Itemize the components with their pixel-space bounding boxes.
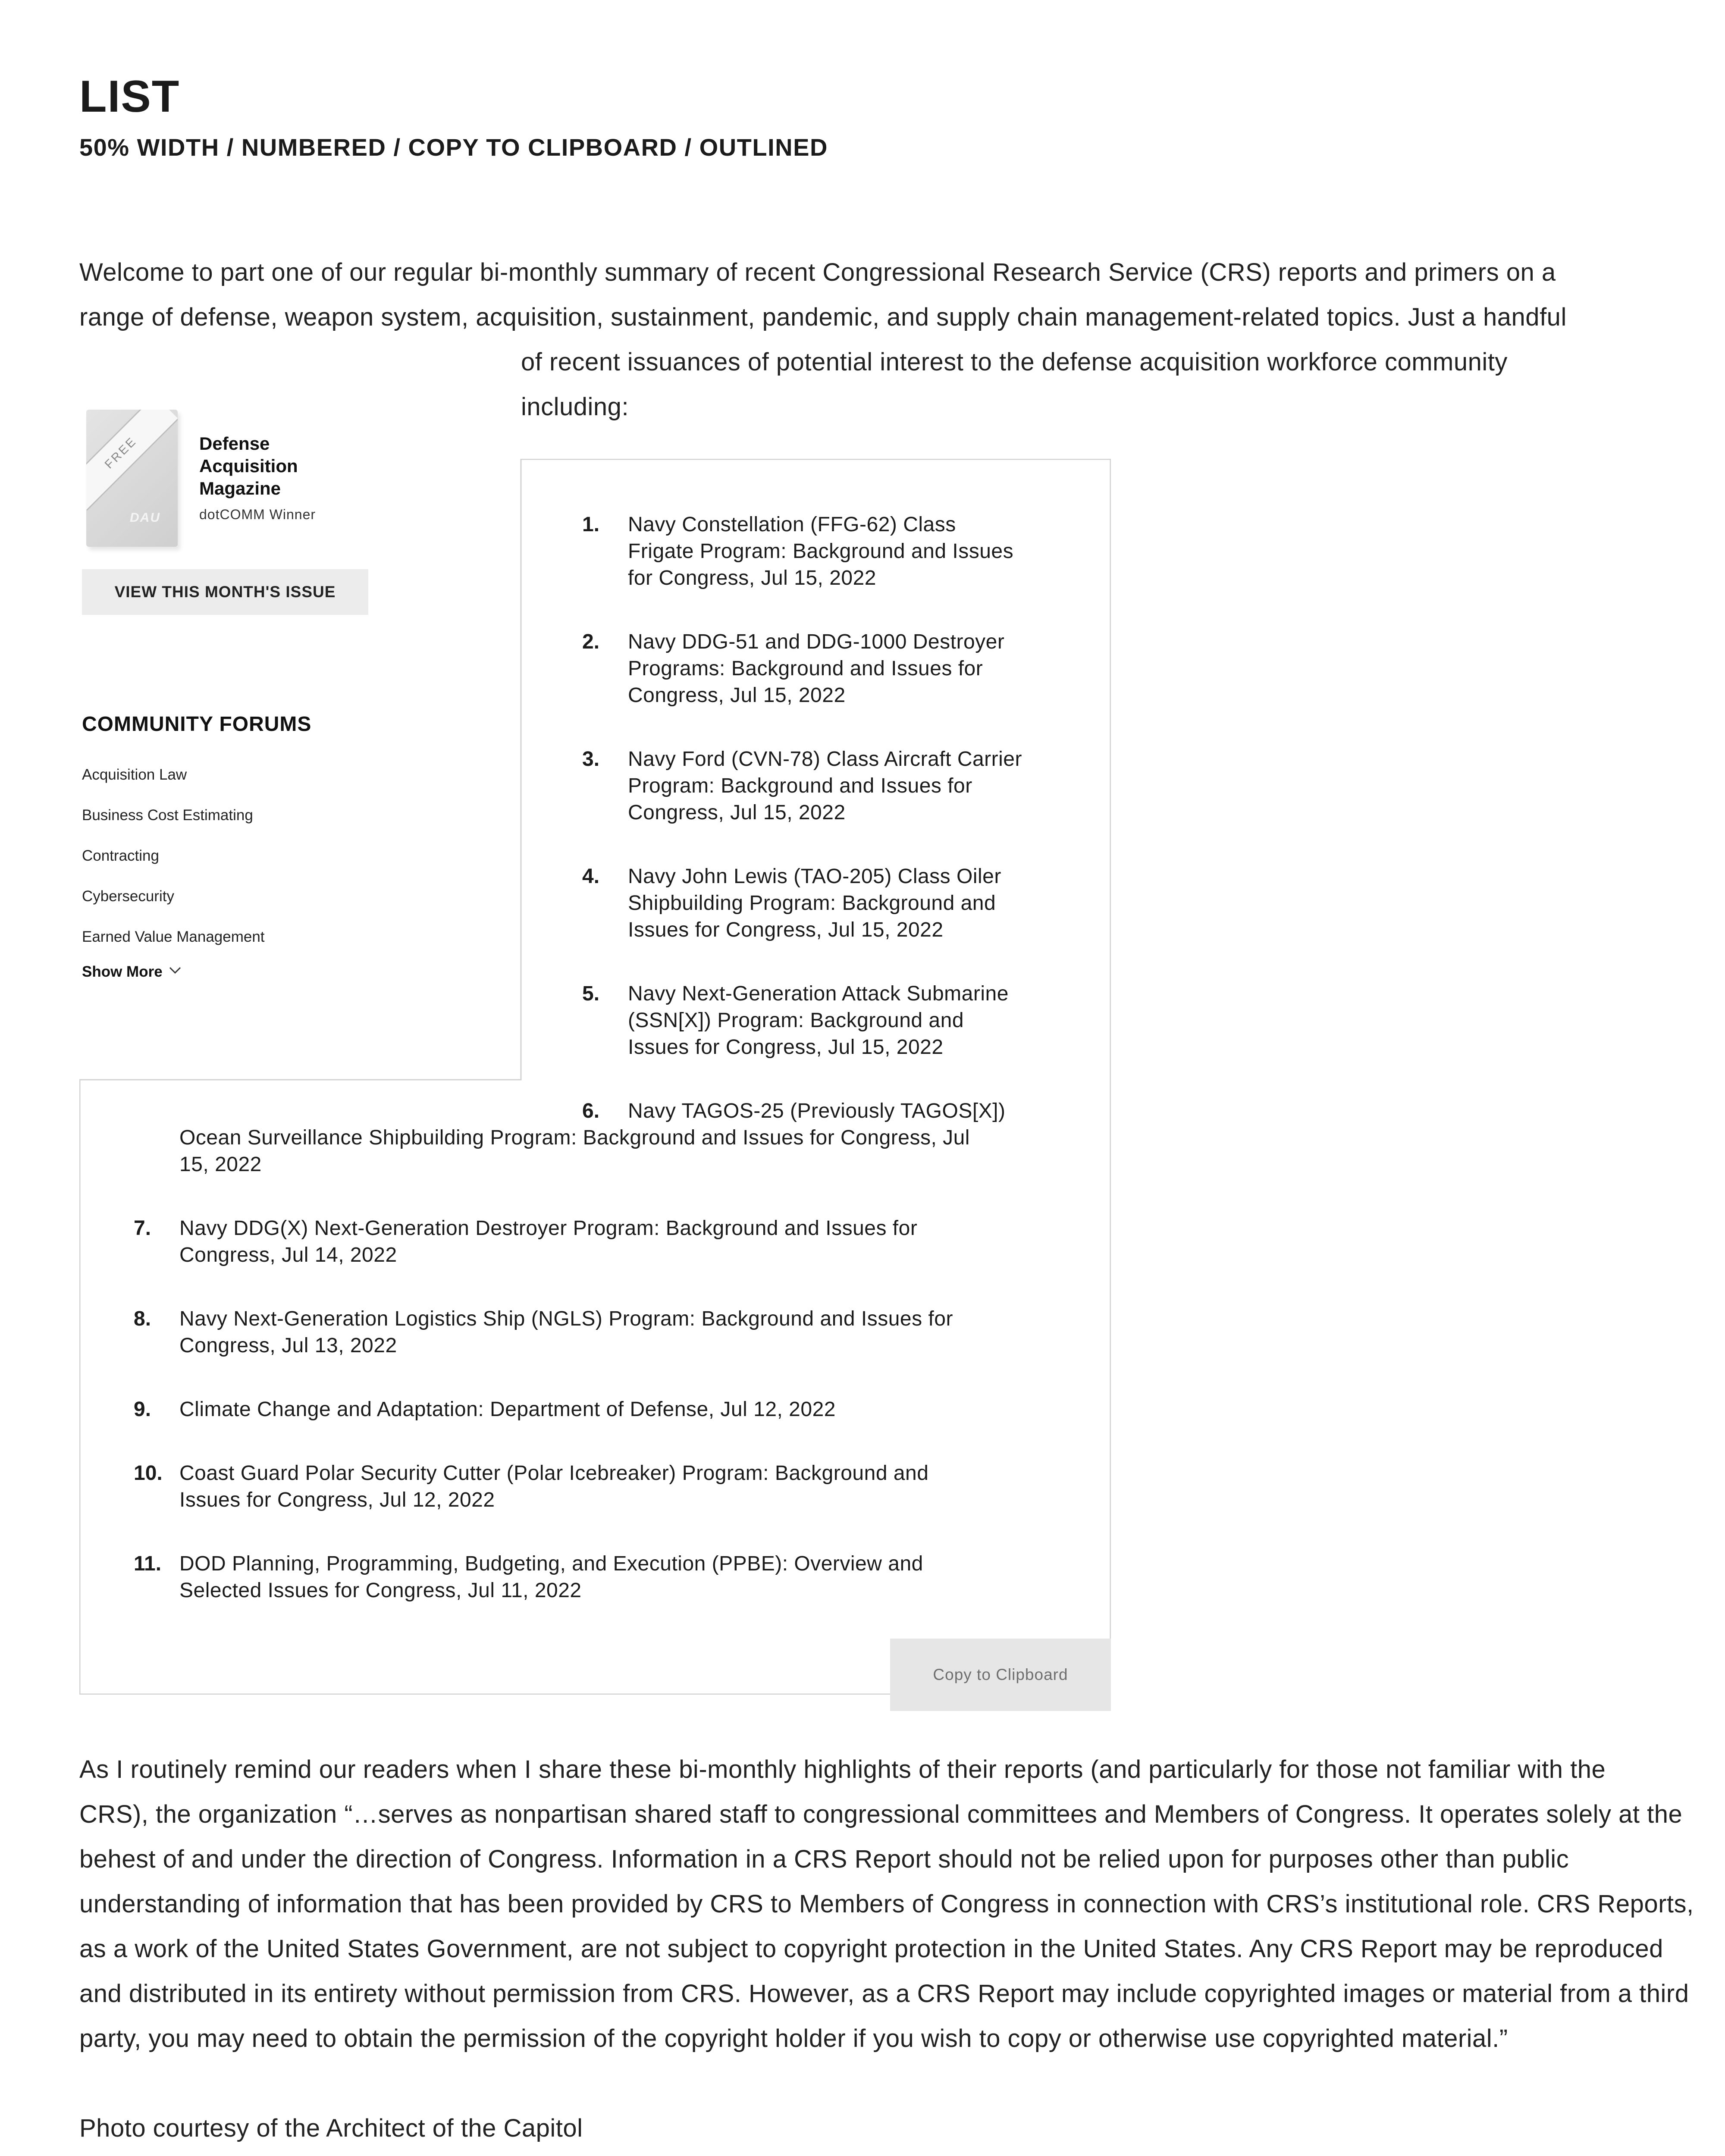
list-item-line: Ocean Surveillance Shipbuilding Program: Background and Issues for Congress, Jul: [179, 1126, 970, 1149]
list-item-line: Congress, Jul 15, 2022: [628, 801, 846, 824]
list-item-number: 9.: [134, 1398, 151, 1421]
list-item-line: Navy Next-Generation Attack Submarine: [628, 982, 1009, 1005]
list-item-line: Issues for Congress, Jul 12, 2022: [179, 1489, 495, 1511]
intro-line: including:: [521, 393, 629, 421]
forum-link-cybersecurity[interactable]: Cybersecurity: [82, 888, 174, 905]
list-item-number: 3.: [582, 748, 600, 771]
outro-line: party, you may need to obtain the permission of the copyright holder if you wish to copy or otherwise use copyrighted material.”: [79, 2024, 1508, 2053]
list-item-line: Navy DDG-51 and DDG-1000 Destroyer: [628, 630, 1005, 653]
list-item-line: Navy DDG(X) Next-Generation Destroyer Program: Background and Issues for: [179, 1217, 918, 1240]
intro-line: Welcome to part one of our regular bi-monthly summary of recent Congressional Research Service (CRS) reports and primers on a: [79, 258, 1556, 286]
community-forums-heading: COMMUNITY FORUMS: [82, 713, 312, 736]
list-item-number: 8.: [134, 1307, 151, 1330]
list-item-line: for Congress, Jul 15, 2022: [628, 567, 876, 589]
list-item-line: Navy TAGOS-25 (Previously TAGOS[X]): [628, 1100, 1006, 1122]
page-title: LIST: [79, 72, 180, 122]
list-item-line: Frigate Program: Background and Issues: [628, 540, 1014, 563]
intro-line: of recent issuances of potential interest to the defense acquisition workforce community: [521, 348, 1508, 376]
list-item-line: Programs: Background and Issues for: [628, 657, 983, 680]
outro-line: As I routinely remind our readers when I share these bi-monthly highlights of their reports (and particularly for those not familiar with the: [79, 1755, 1606, 1783]
outro-line: as a work of the United States Government, are not subject to copyright protection in the United States. Any CRS Report may be reproduced: [79, 1935, 1663, 1963]
list-item-line: (SSN[X]) Program: Background and: [628, 1009, 964, 1032]
list-item-line: Climate Change and Adaptation: Department of Defense, Jul 12, 2022: [179, 1398, 836, 1421]
forum-link-acquisition-law[interactable]: Acquisition Law: [82, 766, 187, 783]
list-item-number: 6.: [582, 1100, 600, 1122]
copy-to-clipboard-button[interactable]: Copy to Clipboard: [890, 1639, 1111, 1711]
outro-line: understanding of information that has been provided by CRS to Members of Congress in connection with CRS’s institutional role. CRS Reports,: [79, 1890, 1694, 1918]
list-item-number: 1.: [582, 513, 600, 536]
magazine-award: dotCOMM Winner: [199, 507, 316, 522]
list-item-line: Shipbuilding Program: Background and: [628, 892, 996, 915]
list-item-line: Program: Background and Issues for: [628, 774, 972, 797]
list-item-number: 10.: [134, 1462, 163, 1485]
list-item-number: 4.: [582, 865, 600, 888]
list-item-line: DOD Planning, Programming, Budgeting, and Execution (PPBE): Overview and: [179, 1552, 923, 1575]
view-issue-button[interactable]: VIEW THIS MONTH'S ISSUE: [82, 569, 368, 615]
outro-line: CRS), the organization “…serves as nonpartisan shared staff to congressional committees and Members of Congress. It operates solely at the: [79, 1800, 1683, 1828]
forum-link-contracting[interactable]: Contracting: [82, 847, 159, 864]
outro-line: and distributed in its entirety without permission from CRS. However, as a CRS Report may include copyrighted images or material from a third: [79, 1980, 1689, 2008]
page-subtitle: 50% WIDTH / NUMBERED / COPY TO CLIPBOARD / OUTLINED: [79, 134, 828, 161]
list-item-line: Congress, Jul 15, 2022: [628, 684, 846, 707]
intro-line: range of defense, weapon system, acquisition, sustainment, pandemic, and supply chain management-related topics. Just a handful: [79, 303, 1567, 331]
list-item-number: 5.: [582, 982, 600, 1005]
photo-credit: Photo courtesy of the Architect of the Capitol: [79, 2114, 583, 2142]
list-item-line: Navy John Lewis (TAO-205) Class Oiler: [628, 865, 1001, 888]
list-item-line: Congress, Jul 13, 2022: [179, 1334, 397, 1357]
list-item-line: Coast Guard Polar Security Cutter (Polar Icebreaker) Program: Background and: [179, 1462, 929, 1485]
magazine-title[interactable]: Defense Acquisition Magazine: [199, 433, 298, 498]
list-item-line: 15, 2022: [179, 1153, 262, 1176]
forum-link-earned-value-management[interactable]: Earned Value Management: [82, 928, 265, 945]
free-ribbon: FREE: [86, 410, 178, 511]
list-item-line: Issues for Congress, Jul 15, 2022: [628, 1036, 944, 1059]
forum-link-business-cost-estimating[interactable]: Business Cost Estimating: [82, 807, 253, 824]
list-item-line: Congress, Jul 14, 2022: [179, 1244, 397, 1266]
list-item-line: Navy Next-Generation Logistics Ship (NGLS) Program: Background and Issues for: [179, 1307, 953, 1330]
list-item-line: Issues for Congress, Jul 15, 2022: [628, 918, 944, 941]
list-item-number: 2.: [582, 630, 600, 653]
list-item-number: 11.: [134, 1552, 162, 1575]
dau-logo: DAU: [130, 511, 160, 525]
list-item-line: Navy Ford (CVN-78) Class Aircraft Carrier: [628, 748, 1022, 771]
show-more-button[interactable]: [82, 963, 182, 981]
chevron-down-icon: [169, 964, 182, 977]
list-item-number: 7.: [134, 1217, 151, 1240]
magazine-cover[interactable]: [86, 410, 178, 547]
show-more-label: Show More: [82, 963, 163, 980]
outro-line: behest of and under the direction of Congress. Information in a CRS Report should not be relied upon for purposes other than public: [79, 1845, 1569, 1873]
list-item-line: Selected Issues for Congress, Jul 11, 2022: [179, 1579, 582, 1602]
list-item-line: Navy Constellation (FFG-62) Class: [628, 513, 956, 536]
